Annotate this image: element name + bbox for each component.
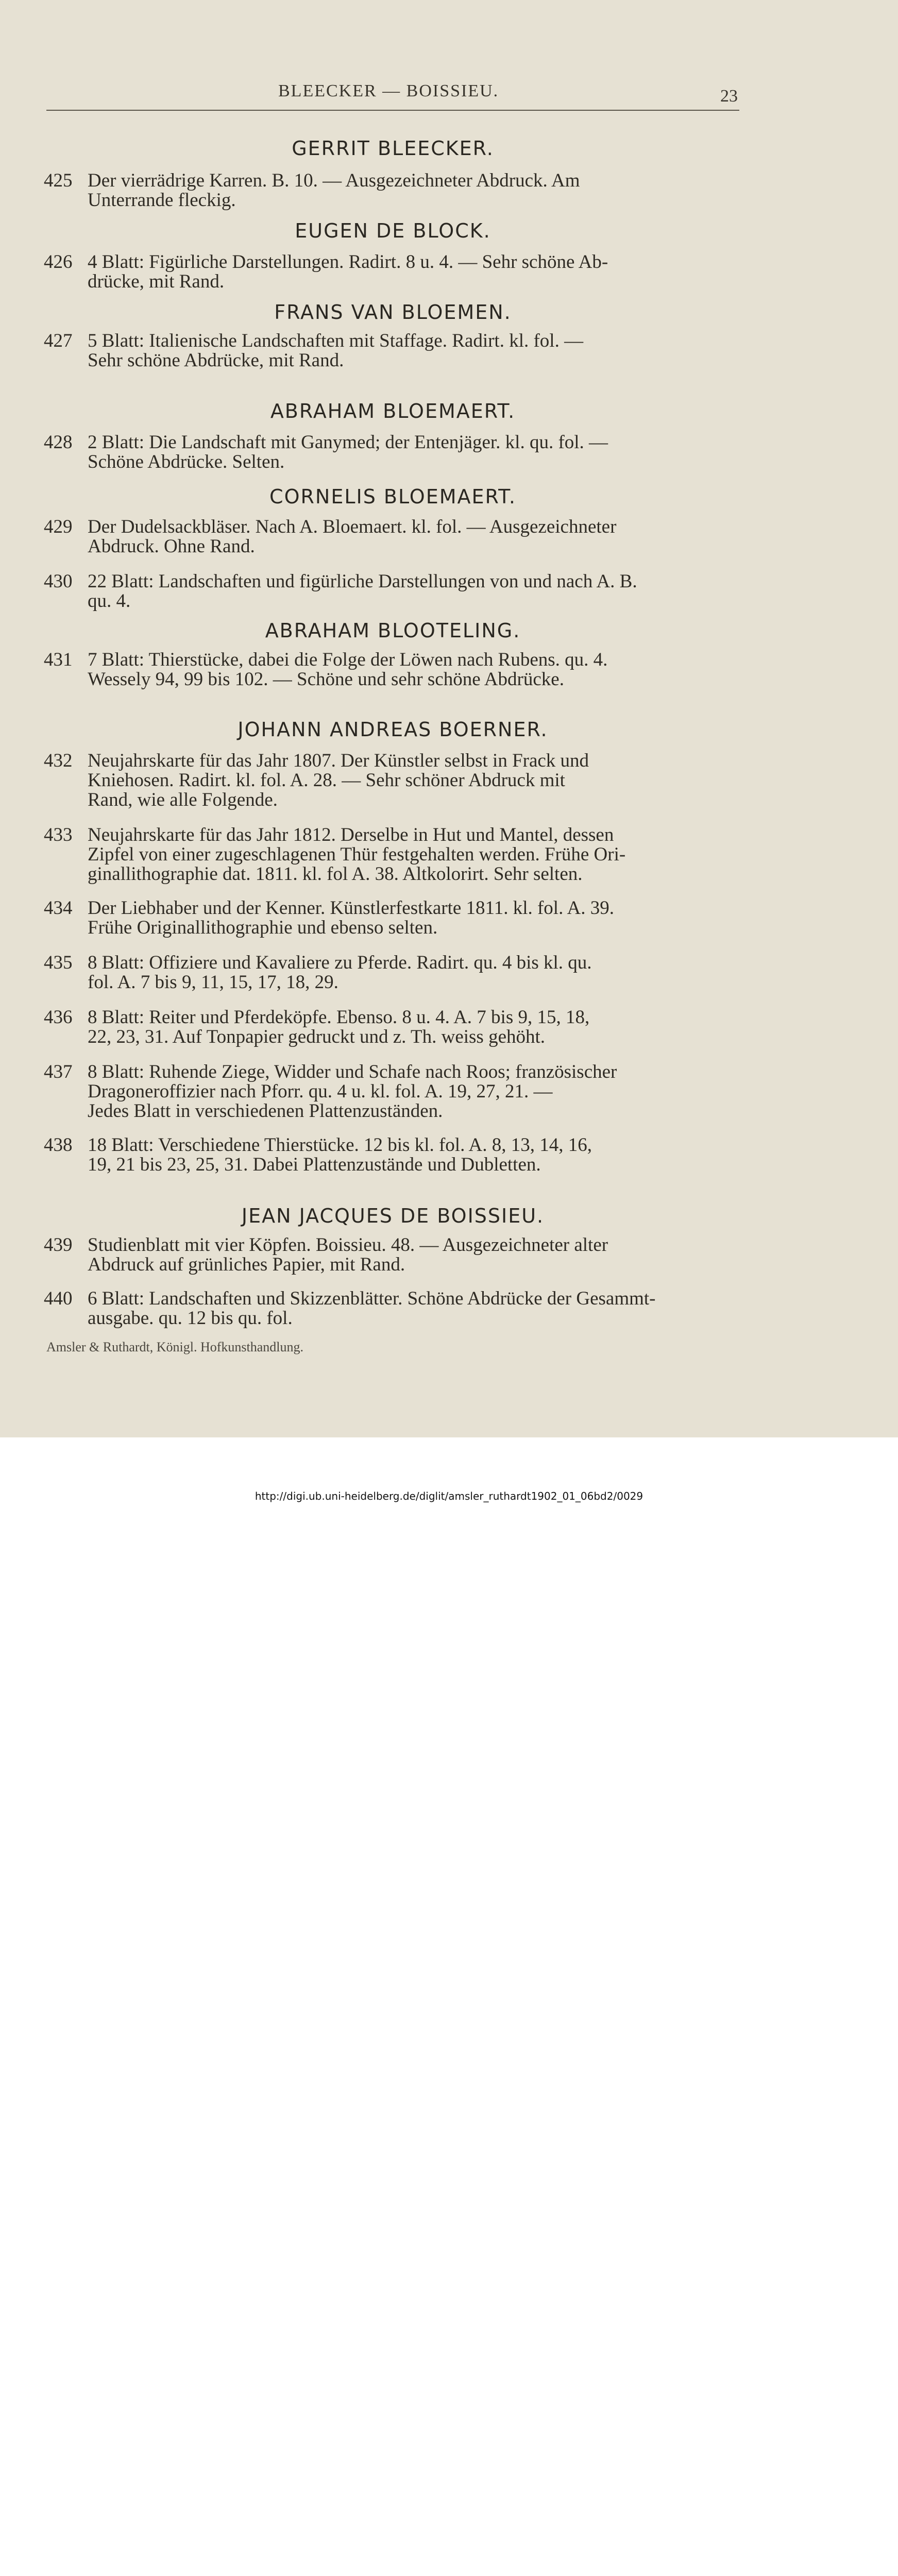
- page-number: 23: [720, 87, 738, 106]
- entry-number: 426: [44, 251, 73, 273]
- entry-line: 8 Blatt: Ruhende Ziege, Widder und Schafe nach Roos; französischer: [88, 1061, 617, 1082]
- entry-line: 22 Blatt: Landschaften und figürliche Darstellungen von und nach A. B.: [88, 571, 637, 592]
- running-head: BLEECKER — BOISSIEU.: [278, 81, 499, 100]
- entry-line: Dragoneroffizier nach Pforr. qu. 4 u. kl. fol. A. 19, 27, 21. —: [88, 1081, 553, 1102]
- entry-line: Rand, wie alle Folgende.: [88, 789, 278, 810]
- entry-line: Sehr schöne Abdrücke, mit Rand.: [88, 350, 344, 371]
- entry-line: Neujahrskarte für das Jahr 1812. Derselbe in Hut und Mantel, dessen: [88, 824, 614, 845]
- entry-number: 432: [44, 750, 73, 771]
- entry-line: qu. 4.: [88, 590, 131, 612]
- entry-line: 8 Blatt: Reiter und Pferdeköpfe. Ebenso. 8 u. 4. A. 7 bis 9, 15, 18,: [88, 1007, 590, 1028]
- entry-number: 437: [44, 1061, 73, 1082]
- entry-line: Unterrande fleckig.: [88, 190, 236, 211]
- artist-heading-blooteling: ABRAHAM BLOOTELING.: [265, 619, 521, 642]
- entry-number: 436: [44, 1007, 73, 1028]
- entry-number: 428: [44, 432, 73, 453]
- entry-number: 431: [44, 649, 73, 670]
- entry-number: 433: [44, 824, 73, 845]
- artist-heading-bleecker: GERRIT BLEECKER.: [292, 137, 494, 160]
- artist-heading-bloemen: FRANS VAN BLOEMEN.: [274, 301, 512, 324]
- entry-line: drücke, mit Rand.: [88, 271, 225, 292]
- source-url[interactable]: http://digi.ub.uni-heidelberg.de/diglit/amsler_ruthardt1902_01_06bd2/0029: [255, 1490, 643, 1502]
- entry-line: Zipfel von einer zugeschlagenen Thür festgehalten werden. Frühe Ori-: [88, 844, 626, 865]
- entry-line: ausgabe. qu. 12 bis qu. fol.: [88, 1308, 293, 1329]
- entry-line: Wessely 94, 99 bis 102. — Schöne und sehr schöne Abdrücke.: [88, 669, 564, 690]
- entry-line: 2 Blatt: Die Landschaft mit Ganymed; der Entenjäger. kl. qu. fol. —: [88, 432, 608, 453]
- entry-line: Studienblatt mit vier Köpfen. Boissieu. 48. — Ausgezeichneter alter: [88, 1234, 608, 1256]
- entry-line: 7 Blatt: Thierstücke, dabei die Folge der Löwen nach Rubens. qu. 4.: [88, 649, 608, 670]
- entry-line: 6 Blatt: Landschaften und Skizzenblätter. Schöne Abdrücke der Gesammt-: [88, 1288, 656, 1309]
- artist-heading-boerner: JOHANN ANDREAS BOERNER.: [238, 718, 548, 741]
- entry-number: 429: [44, 516, 73, 537]
- entry-line: Neujahrskarte für das Jahr 1807. Der Künstler selbst in Frack und: [88, 750, 589, 771]
- entry-line: 4 Blatt: Figürliche Darstellungen. Radirt. 8 u. 4. — Sehr schöne Ab-: [88, 251, 608, 273]
- entry-number: 435: [44, 952, 73, 973]
- entry-line: Jedes Blatt in verschiedenen Plattenzuständen.: [88, 1100, 443, 1122]
- entry-line: Der Liebhaber und der Kenner. Künstlerfestkarte 1811. kl. fol. A. 39.: [88, 897, 614, 919]
- entry-number: 439: [44, 1234, 73, 1256]
- entry-line: 19, 21 bis 23, 25, 31. Dabei Plattenzustände und Dubletten.: [88, 1154, 541, 1175]
- entry-number: 427: [44, 330, 73, 351]
- entry-line: Abdruck. Ohne Rand.: [88, 536, 255, 557]
- entry-line: Abdruck auf grünliches Papier, mit Rand.: [88, 1254, 405, 1275]
- entry-line: 22, 23, 31. Auf Tonpapier gedruckt und z. Th. weiss gehöht.: [88, 1026, 546, 1047]
- entry-line: Der Dudelsackbläser. Nach A. Bloemaert. kl. fol. — Ausgezeichneter: [88, 516, 617, 537]
- entry-number: 440: [44, 1288, 73, 1309]
- entry-line: 5 Blatt: Italienische Landschaften mit Staffage. Radirt. kl. fol. —: [88, 330, 584, 351]
- entry-line: ginallithographie dat. 1811. kl. fol A. 38. Altkolorirt. Sehr selten.: [88, 863, 583, 885]
- artist-heading-block: EUGEN DE BLOCK.: [295, 219, 491, 242]
- entry-line: 18 Blatt: Verschiedene Thierstücke. 12 bis kl. fol. A. 8, 13, 14, 16,: [88, 1134, 592, 1156]
- entry-line: Frühe Originallithographie und ebenso selten.: [88, 917, 438, 938]
- entry-number: 434: [44, 897, 73, 919]
- artist-heading-boissieu: JEAN JACQUES DE BOISSIEU.: [241, 1205, 545, 1227]
- digitization-bar: [0, 1437, 898, 1486]
- entry-line: Der vierrädrige Karren. B. 10. — Ausgezeichneter Abdruck. Am: [88, 170, 580, 191]
- entry-line: Kniehosen. Radirt. kl. fol. A. 28. — Sehr schöner Abdruck mit: [88, 770, 565, 791]
- entry-line: fol. A. 7 bis 9, 11, 15, 17, 18, 29.: [88, 972, 338, 993]
- entry-number: 438: [44, 1134, 73, 1156]
- entry-number: 430: [44, 571, 73, 592]
- entry-number: 425: [44, 170, 73, 191]
- entry-line: 8 Blatt: Offiziere und Kavaliere zu Pferde. Radirt. qu. 4 bis kl. qu.: [88, 952, 592, 973]
- artist-heading-cornelis-bloemaert: CORNELIS BLOEMAERT.: [269, 485, 516, 508]
- publisher-footnote: Amsler & Ruthardt, Königl. Hofkunsthandlung.: [46, 1340, 304, 1354]
- entry-line: Schöne Abdrücke. Selten.: [88, 451, 285, 472]
- header-rule: [46, 110, 739, 111]
- artist-heading-abraham-bloemaert: ABRAHAM BLOEMAERT.: [270, 400, 516, 422]
